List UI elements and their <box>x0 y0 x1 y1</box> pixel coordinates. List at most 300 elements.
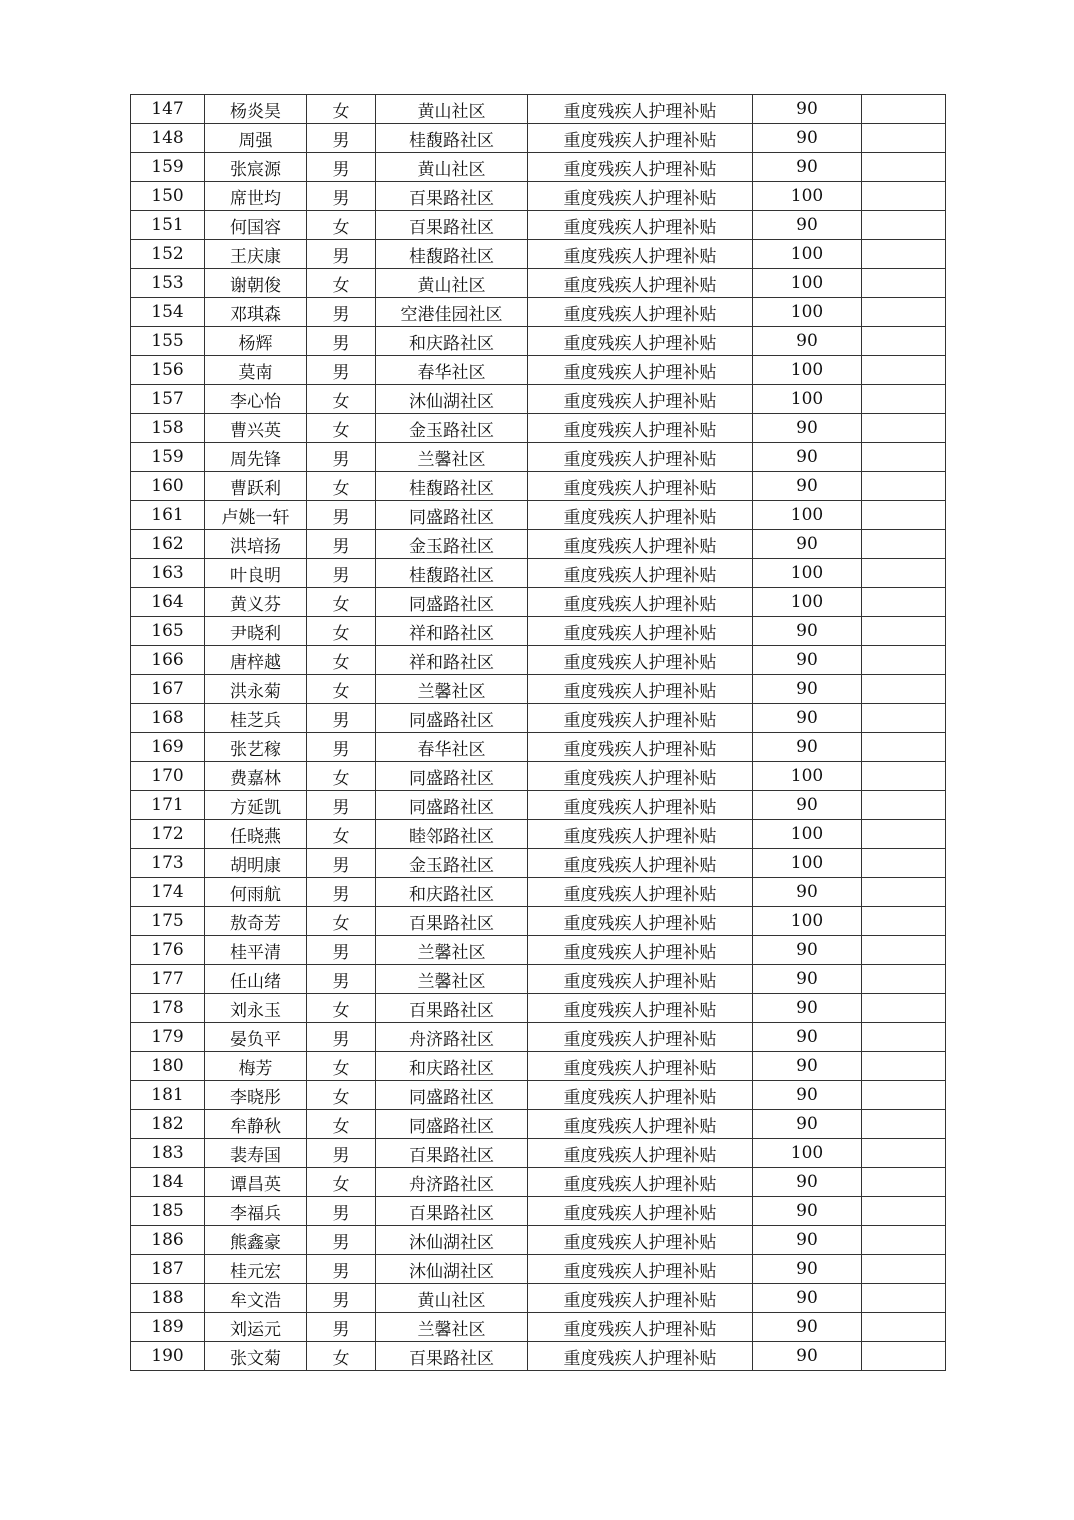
name-cell: 邓琪森 <box>205 298 307 327</box>
row-number-cell: 174 <box>131 878 205 907</box>
community-cell: 百果路社区 <box>376 211 528 240</box>
remark-cell <box>862 878 946 907</box>
remark-cell <box>862 1255 946 1284</box>
subsidy-item-cell: 重度残疾人护理补贴 <box>528 95 753 124</box>
name-cell: 任山绪 <box>205 965 307 994</box>
name-cell: 卢姚一轩 <box>205 501 307 530</box>
remark-cell <box>862 269 946 298</box>
row-number-cell: 161 <box>131 501 205 530</box>
community-cell: 空港佳园社区 <box>376 298 528 327</box>
amount-cell: 90 <box>753 1313 862 1342</box>
amount-cell: 90 <box>753 153 862 182</box>
community-cell: 百果路社区 <box>376 1342 528 1371</box>
remark-cell <box>862 1168 946 1197</box>
community-cell: 同盛路社区 <box>376 791 528 820</box>
gender-cell: 男 <box>307 965 376 994</box>
gender-cell: 男 <box>307 559 376 588</box>
remark-cell <box>862 733 946 762</box>
amount-cell: 100 <box>753 1139 862 1168</box>
subsidy-item-cell: 重度残疾人护理补贴 <box>528 762 753 791</box>
subsidy-item-cell: 重度残疾人护理补贴 <box>528 1197 753 1226</box>
subsidy-item-cell: 重度残疾人护理补贴 <box>528 733 753 762</box>
gender-cell: 女 <box>307 1342 376 1371</box>
row-number-cell: 164 <box>131 588 205 617</box>
amount-cell: 90 <box>753 878 862 907</box>
gender-cell: 女 <box>307 762 376 791</box>
table-row <box>131 907 946 936</box>
remark-cell <box>862 385 946 414</box>
gender-cell: 男 <box>307 501 376 530</box>
row-number-cell: 165 <box>131 617 205 646</box>
subsidy-item-cell: 重度残疾人护理补贴 <box>528 820 753 849</box>
remark-cell <box>862 182 946 211</box>
community-cell: 舟济路社区 <box>376 1023 528 1052</box>
subsidy-item-cell: 重度残疾人护理补贴 <box>528 385 753 414</box>
amount-cell: 100 <box>753 385 862 414</box>
subsidy-item-cell: 重度残疾人护理补贴 <box>528 704 753 733</box>
community-cell: 祥和路社区 <box>376 617 528 646</box>
table-row <box>131 327 946 356</box>
community-cell: 黄山社区 <box>376 1284 528 1313</box>
amount-cell: 90 <box>753 1168 862 1197</box>
community-cell: 百果路社区 <box>376 907 528 936</box>
amount-cell: 90 <box>753 124 862 153</box>
row-number-cell: 175 <box>131 907 205 936</box>
subsidy-item-cell: 重度残疾人护理补贴 <box>528 182 753 211</box>
subsidy-item-cell: 重度残疾人护理补贴 <box>528 1052 753 1081</box>
remark-cell <box>862 356 946 385</box>
gender-cell: 男 <box>307 327 376 356</box>
name-cell: 敖奇芳 <box>205 907 307 936</box>
row-number-cell: 170 <box>131 762 205 791</box>
remark-cell <box>862 443 946 472</box>
row-number-cell: 176 <box>131 936 205 965</box>
row-number-cell: 156 <box>131 356 205 385</box>
row-number-cell: 150 <box>131 182 205 211</box>
gender-cell: 男 <box>307 878 376 907</box>
remark-cell <box>862 646 946 675</box>
gender-cell: 男 <box>307 733 376 762</box>
table-row <box>131 530 946 559</box>
remark-cell <box>862 675 946 704</box>
amount-cell: 90 <box>753 1052 862 1081</box>
community-cell: 兰馨社区 <box>376 675 528 704</box>
amount-cell: 100 <box>753 501 862 530</box>
subsidy-item-cell: 重度残疾人护理补贴 <box>528 327 753 356</box>
amount-cell: 100 <box>753 356 862 385</box>
remark-cell <box>862 849 946 878</box>
remark-cell <box>862 240 946 269</box>
subsidy-item-cell: 重度残疾人护理补贴 <box>528 907 753 936</box>
row-number-cell: 151 <box>131 211 205 240</box>
community-cell: 和庆路社区 <box>376 327 528 356</box>
row-number-cell: 159 <box>131 153 205 182</box>
remark-cell <box>862 211 946 240</box>
table-row <box>131 269 946 298</box>
remark-cell <box>862 936 946 965</box>
name-cell: 熊鑫豪 <box>205 1226 307 1255</box>
row-number-cell: 184 <box>131 1168 205 1197</box>
remark-cell <box>862 1023 946 1052</box>
name-cell: 李晓彤 <box>205 1081 307 1110</box>
row-number-cell: 167 <box>131 675 205 704</box>
gender-cell: 男 <box>307 1139 376 1168</box>
subsidy-item-cell: 重度残疾人护理补贴 <box>528 1023 753 1052</box>
name-cell: 何国容 <box>205 211 307 240</box>
table-row <box>131 1168 946 1197</box>
amount-cell: 100 <box>753 588 862 617</box>
subsidy-item-cell: 重度残疾人护理补贴 <box>528 1255 753 1284</box>
amount-cell: 90 <box>753 994 862 1023</box>
table-row <box>131 704 946 733</box>
name-cell: 任晓燕 <box>205 820 307 849</box>
remark-cell <box>862 791 946 820</box>
community-cell: 兰馨社区 <box>376 443 528 472</box>
amount-cell: 90 <box>753 211 862 240</box>
table-row <box>131 994 946 1023</box>
community-cell: 兰馨社区 <box>376 936 528 965</box>
row-number-cell: 157 <box>131 385 205 414</box>
row-number-cell: 179 <box>131 1023 205 1052</box>
remark-cell <box>862 762 946 791</box>
row-number-cell: 185 <box>131 1197 205 1226</box>
remark-cell <box>862 501 946 530</box>
table-row <box>131 1110 946 1139</box>
roster-body <box>131 95 946 1371</box>
remark-cell <box>862 994 946 1023</box>
name-cell: 张文菊 <box>205 1342 307 1371</box>
name-cell: 裴寿国 <box>205 1139 307 1168</box>
gender-cell: 女 <box>307 269 376 298</box>
name-cell: 胡明康 <box>205 849 307 878</box>
table-row <box>131 791 946 820</box>
table-row <box>131 820 946 849</box>
row-number-cell: 181 <box>131 1081 205 1110</box>
remark-cell <box>862 530 946 559</box>
name-cell: 谭昌英 <box>205 1168 307 1197</box>
subsidy-item-cell: 重度残疾人护理补贴 <box>528 1168 753 1197</box>
gender-cell: 男 <box>307 1226 376 1255</box>
row-number-cell: 160 <box>131 472 205 501</box>
remark-cell <box>862 124 946 153</box>
amount-cell: 90 <box>753 675 862 704</box>
name-cell: 洪永菊 <box>205 675 307 704</box>
gender-cell: 男 <box>307 791 376 820</box>
table-row <box>131 124 946 153</box>
subsidy-item-cell: 重度残疾人护理补贴 <box>528 1342 753 1371</box>
subsidy-item-cell: 重度残疾人护理补贴 <box>528 153 753 182</box>
table-row <box>131 501 946 530</box>
table-row <box>131 1023 946 1052</box>
community-cell: 同盛路社区 <box>376 1081 528 1110</box>
row-number-cell: 171 <box>131 791 205 820</box>
table-row <box>131 1081 946 1110</box>
remark-cell <box>862 1110 946 1139</box>
remark-cell <box>862 1226 946 1255</box>
row-number-cell: 168 <box>131 704 205 733</box>
remark-cell <box>862 1284 946 1313</box>
amount-cell: 90 <box>753 1081 862 1110</box>
community-cell: 兰馨社区 <box>376 965 528 994</box>
amount-cell: 100 <box>753 820 862 849</box>
amount-cell: 90 <box>753 646 862 675</box>
subsidy-item-cell: 重度残疾人护理补贴 <box>528 849 753 878</box>
table-row <box>131 443 946 472</box>
table-row <box>131 849 946 878</box>
amount-cell: 90 <box>753 414 862 443</box>
table-row <box>131 1197 946 1226</box>
table-row <box>131 762 946 791</box>
gender-cell: 女 <box>307 588 376 617</box>
amount-cell: 90 <box>753 1255 862 1284</box>
name-cell: 席世均 <box>205 182 307 211</box>
gender-cell: 女 <box>307 385 376 414</box>
name-cell: 费嘉林 <box>205 762 307 791</box>
name-cell: 洪培扬 <box>205 530 307 559</box>
row-number-cell: 189 <box>131 1313 205 1342</box>
amount-cell: 90 <box>753 733 862 762</box>
table-row <box>131 617 946 646</box>
remark-cell <box>862 704 946 733</box>
gender-cell: 女 <box>307 472 376 501</box>
gender-cell: 女 <box>307 1081 376 1110</box>
remark-cell <box>862 153 946 182</box>
community-cell: 金玉路社区 <box>376 849 528 878</box>
gender-cell: 男 <box>307 240 376 269</box>
name-cell: 李心怡 <box>205 385 307 414</box>
community-cell: 金玉路社区 <box>376 530 528 559</box>
gender-cell: 男 <box>307 153 376 182</box>
gender-cell: 男 <box>307 1197 376 1226</box>
name-cell: 曹兴英 <box>205 414 307 443</box>
amount-cell: 90 <box>753 1342 862 1371</box>
name-cell: 李福兵 <box>205 1197 307 1226</box>
community-cell: 黄山社区 <box>376 95 528 124</box>
subsidy-item-cell: 重度残疾人护理补贴 <box>528 1139 753 1168</box>
table-row <box>131 153 946 182</box>
table-row <box>131 675 946 704</box>
row-number-cell: 178 <box>131 994 205 1023</box>
subsidy-item-cell: 重度残疾人护理补贴 <box>528 472 753 501</box>
row-number-cell: 183 <box>131 1139 205 1168</box>
subsidy-item-cell: 重度残疾人护理补贴 <box>528 211 753 240</box>
name-cell: 莫南 <box>205 356 307 385</box>
table-row <box>131 1313 946 1342</box>
table-row <box>131 936 946 965</box>
name-cell: 张艺稼 <box>205 733 307 762</box>
row-number-cell: 169 <box>131 733 205 762</box>
amount-cell: 90 <box>753 1197 862 1226</box>
row-number-cell: 182 <box>131 1110 205 1139</box>
amount-cell: 90 <box>753 965 862 994</box>
remark-cell <box>862 559 946 588</box>
amount-cell: 90 <box>753 530 862 559</box>
row-number-cell: 162 <box>131 530 205 559</box>
name-cell: 唐梓越 <box>205 646 307 675</box>
row-number-cell: 188 <box>131 1284 205 1313</box>
gender-cell: 女 <box>307 1110 376 1139</box>
amount-cell: 90 <box>753 1110 862 1139</box>
name-cell: 刘永玉 <box>205 994 307 1023</box>
row-number-cell: 173 <box>131 849 205 878</box>
name-cell: 张宸源 <box>205 153 307 182</box>
gender-cell: 女 <box>307 675 376 704</box>
gender-cell: 女 <box>307 646 376 675</box>
amount-cell: 100 <box>753 298 862 327</box>
subsidy-item-cell: 重度残疾人护理补贴 <box>528 124 753 153</box>
community-cell: 百果路社区 <box>376 994 528 1023</box>
gender-cell: 男 <box>307 530 376 559</box>
row-number-cell: 152 <box>131 240 205 269</box>
subsidy-item-cell: 重度残疾人护理补贴 <box>528 791 753 820</box>
amount-cell: 90 <box>753 327 862 356</box>
gender-cell: 男 <box>307 124 376 153</box>
subsidy-item-cell: 重度残疾人护理补贴 <box>528 1313 753 1342</box>
name-cell: 谢朝俊 <box>205 269 307 298</box>
row-number-cell: 148 <box>131 124 205 153</box>
remark-cell <box>862 820 946 849</box>
gender-cell: 女 <box>307 414 376 443</box>
community-cell: 沐仙湖社区 <box>376 1226 528 1255</box>
remark-cell <box>862 1052 946 1081</box>
remark-cell <box>862 95 946 124</box>
row-number-cell: 155 <box>131 327 205 356</box>
amount-cell: 90 <box>753 617 862 646</box>
gender-cell: 男 <box>307 443 376 472</box>
amount-cell: 90 <box>753 704 862 733</box>
subsidy-item-cell: 重度残疾人护理补贴 <box>528 936 753 965</box>
community-cell: 金玉路社区 <box>376 414 528 443</box>
gender-cell: 女 <box>307 617 376 646</box>
name-cell: 桂平清 <box>205 936 307 965</box>
table-row <box>131 182 946 211</box>
table-row <box>131 559 946 588</box>
name-cell: 牟静秋 <box>205 1110 307 1139</box>
community-cell: 春华社区 <box>376 733 528 762</box>
subsidy-item-cell: 重度残疾人护理补贴 <box>528 414 753 443</box>
row-number-cell: 180 <box>131 1052 205 1081</box>
name-cell: 方延凯 <box>205 791 307 820</box>
amount-cell: 100 <box>753 559 862 588</box>
table-row <box>131 878 946 907</box>
subsidy-item-cell: 重度残疾人护理补贴 <box>528 1226 753 1255</box>
subsidy-item-cell: 重度残疾人护理补贴 <box>528 646 753 675</box>
subsidy-item-cell: 重度残疾人护理补贴 <box>528 994 753 1023</box>
name-cell: 周先锋 <box>205 443 307 472</box>
gender-cell: 男 <box>307 356 376 385</box>
table-row <box>131 1052 946 1081</box>
row-number-cell: 190 <box>131 1342 205 1371</box>
table-row <box>131 588 946 617</box>
amount-cell: 100 <box>753 762 862 791</box>
amount-cell: 100 <box>753 849 862 878</box>
community-cell: 百果路社区 <box>376 1197 528 1226</box>
amount-cell: 100 <box>753 182 862 211</box>
community-cell: 沐仙湖社区 <box>376 385 528 414</box>
gender-cell: 女 <box>307 994 376 1023</box>
remark-cell <box>862 1081 946 1110</box>
remark-cell <box>862 617 946 646</box>
amount-cell: 90 <box>753 1023 862 1052</box>
gender-cell: 男 <box>307 849 376 878</box>
remark-cell <box>862 298 946 327</box>
gender-cell: 男 <box>307 182 376 211</box>
amount-cell: 90 <box>753 1284 862 1313</box>
community-cell: 沐仙湖社区 <box>376 1255 528 1284</box>
community-cell: 舟济路社区 <box>376 1168 528 1197</box>
community-cell: 同盛路社区 <box>376 501 528 530</box>
row-number-cell: 147 <box>131 95 205 124</box>
row-number-cell: 187 <box>131 1255 205 1284</box>
name-cell: 曹跃利 <box>205 472 307 501</box>
table-row <box>131 1139 946 1168</box>
amount-cell: 90 <box>753 443 862 472</box>
community-cell: 桂馥路社区 <box>376 240 528 269</box>
table-row <box>131 1342 946 1371</box>
gender-cell: 男 <box>307 1284 376 1313</box>
subsidy-item-cell: 重度残疾人护理补贴 <box>528 878 753 907</box>
name-cell: 叶良明 <box>205 559 307 588</box>
subsidy-item-cell: 重度残疾人护理补贴 <box>528 443 753 472</box>
subsidy-item-cell: 重度残疾人护理补贴 <box>528 1110 753 1139</box>
amount-cell: 90 <box>753 791 862 820</box>
gender-cell: 男 <box>307 1023 376 1052</box>
table-row <box>131 298 946 327</box>
subsidy-roster-table <box>130 94 946 1371</box>
subsidy-item-cell: 重度残疾人护理补贴 <box>528 530 753 559</box>
name-cell: 何雨航 <box>205 878 307 907</box>
name-cell: 杨辉 <box>205 327 307 356</box>
subsidy-item-cell: 重度残疾人护理补贴 <box>528 240 753 269</box>
subsidy-item-cell: 重度残疾人护理补贴 <box>528 617 753 646</box>
table-row <box>131 95 946 124</box>
remark-cell <box>862 414 946 443</box>
gender-cell: 女 <box>307 211 376 240</box>
subsidy-item-cell: 重度残疾人护理补贴 <box>528 675 753 704</box>
gender-cell: 女 <box>307 1168 376 1197</box>
table-row <box>131 414 946 443</box>
table-row <box>131 646 946 675</box>
gender-cell: 男 <box>307 1255 376 1284</box>
subsidy-item-cell: 重度残疾人护理补贴 <box>528 356 753 385</box>
remark-cell <box>862 1139 946 1168</box>
table-row <box>131 356 946 385</box>
gender-cell: 男 <box>307 298 376 327</box>
subsidy-item-cell: 重度残疾人护理补贴 <box>528 1284 753 1313</box>
name-cell: 桂元宏 <box>205 1255 307 1284</box>
amount-cell: 90 <box>753 472 862 501</box>
row-number-cell: 158 <box>131 414 205 443</box>
community-cell: 黄山社区 <box>376 269 528 298</box>
gender-cell: 女 <box>307 907 376 936</box>
name-cell: 王庆康 <box>205 240 307 269</box>
subsidy-item-cell: 重度残疾人护理补贴 <box>528 1081 753 1110</box>
table-row <box>131 1226 946 1255</box>
amount-cell: 90 <box>753 1226 862 1255</box>
row-number-cell: 177 <box>131 965 205 994</box>
amount-cell: 90 <box>753 95 862 124</box>
community-cell: 桂馥路社区 <box>376 559 528 588</box>
remark-cell <box>862 1342 946 1371</box>
subsidy-item-cell: 重度残疾人护理补贴 <box>528 559 753 588</box>
subsidy-item-cell: 重度残疾人护理补贴 <box>528 965 753 994</box>
gender-cell: 男 <box>307 1313 376 1342</box>
row-number-cell: 186 <box>131 1226 205 1255</box>
remark-cell <box>862 1313 946 1342</box>
subsidy-item-cell: 重度残疾人护理补贴 <box>528 588 753 617</box>
community-cell: 同盛路社区 <box>376 762 528 791</box>
row-number-cell: 166 <box>131 646 205 675</box>
